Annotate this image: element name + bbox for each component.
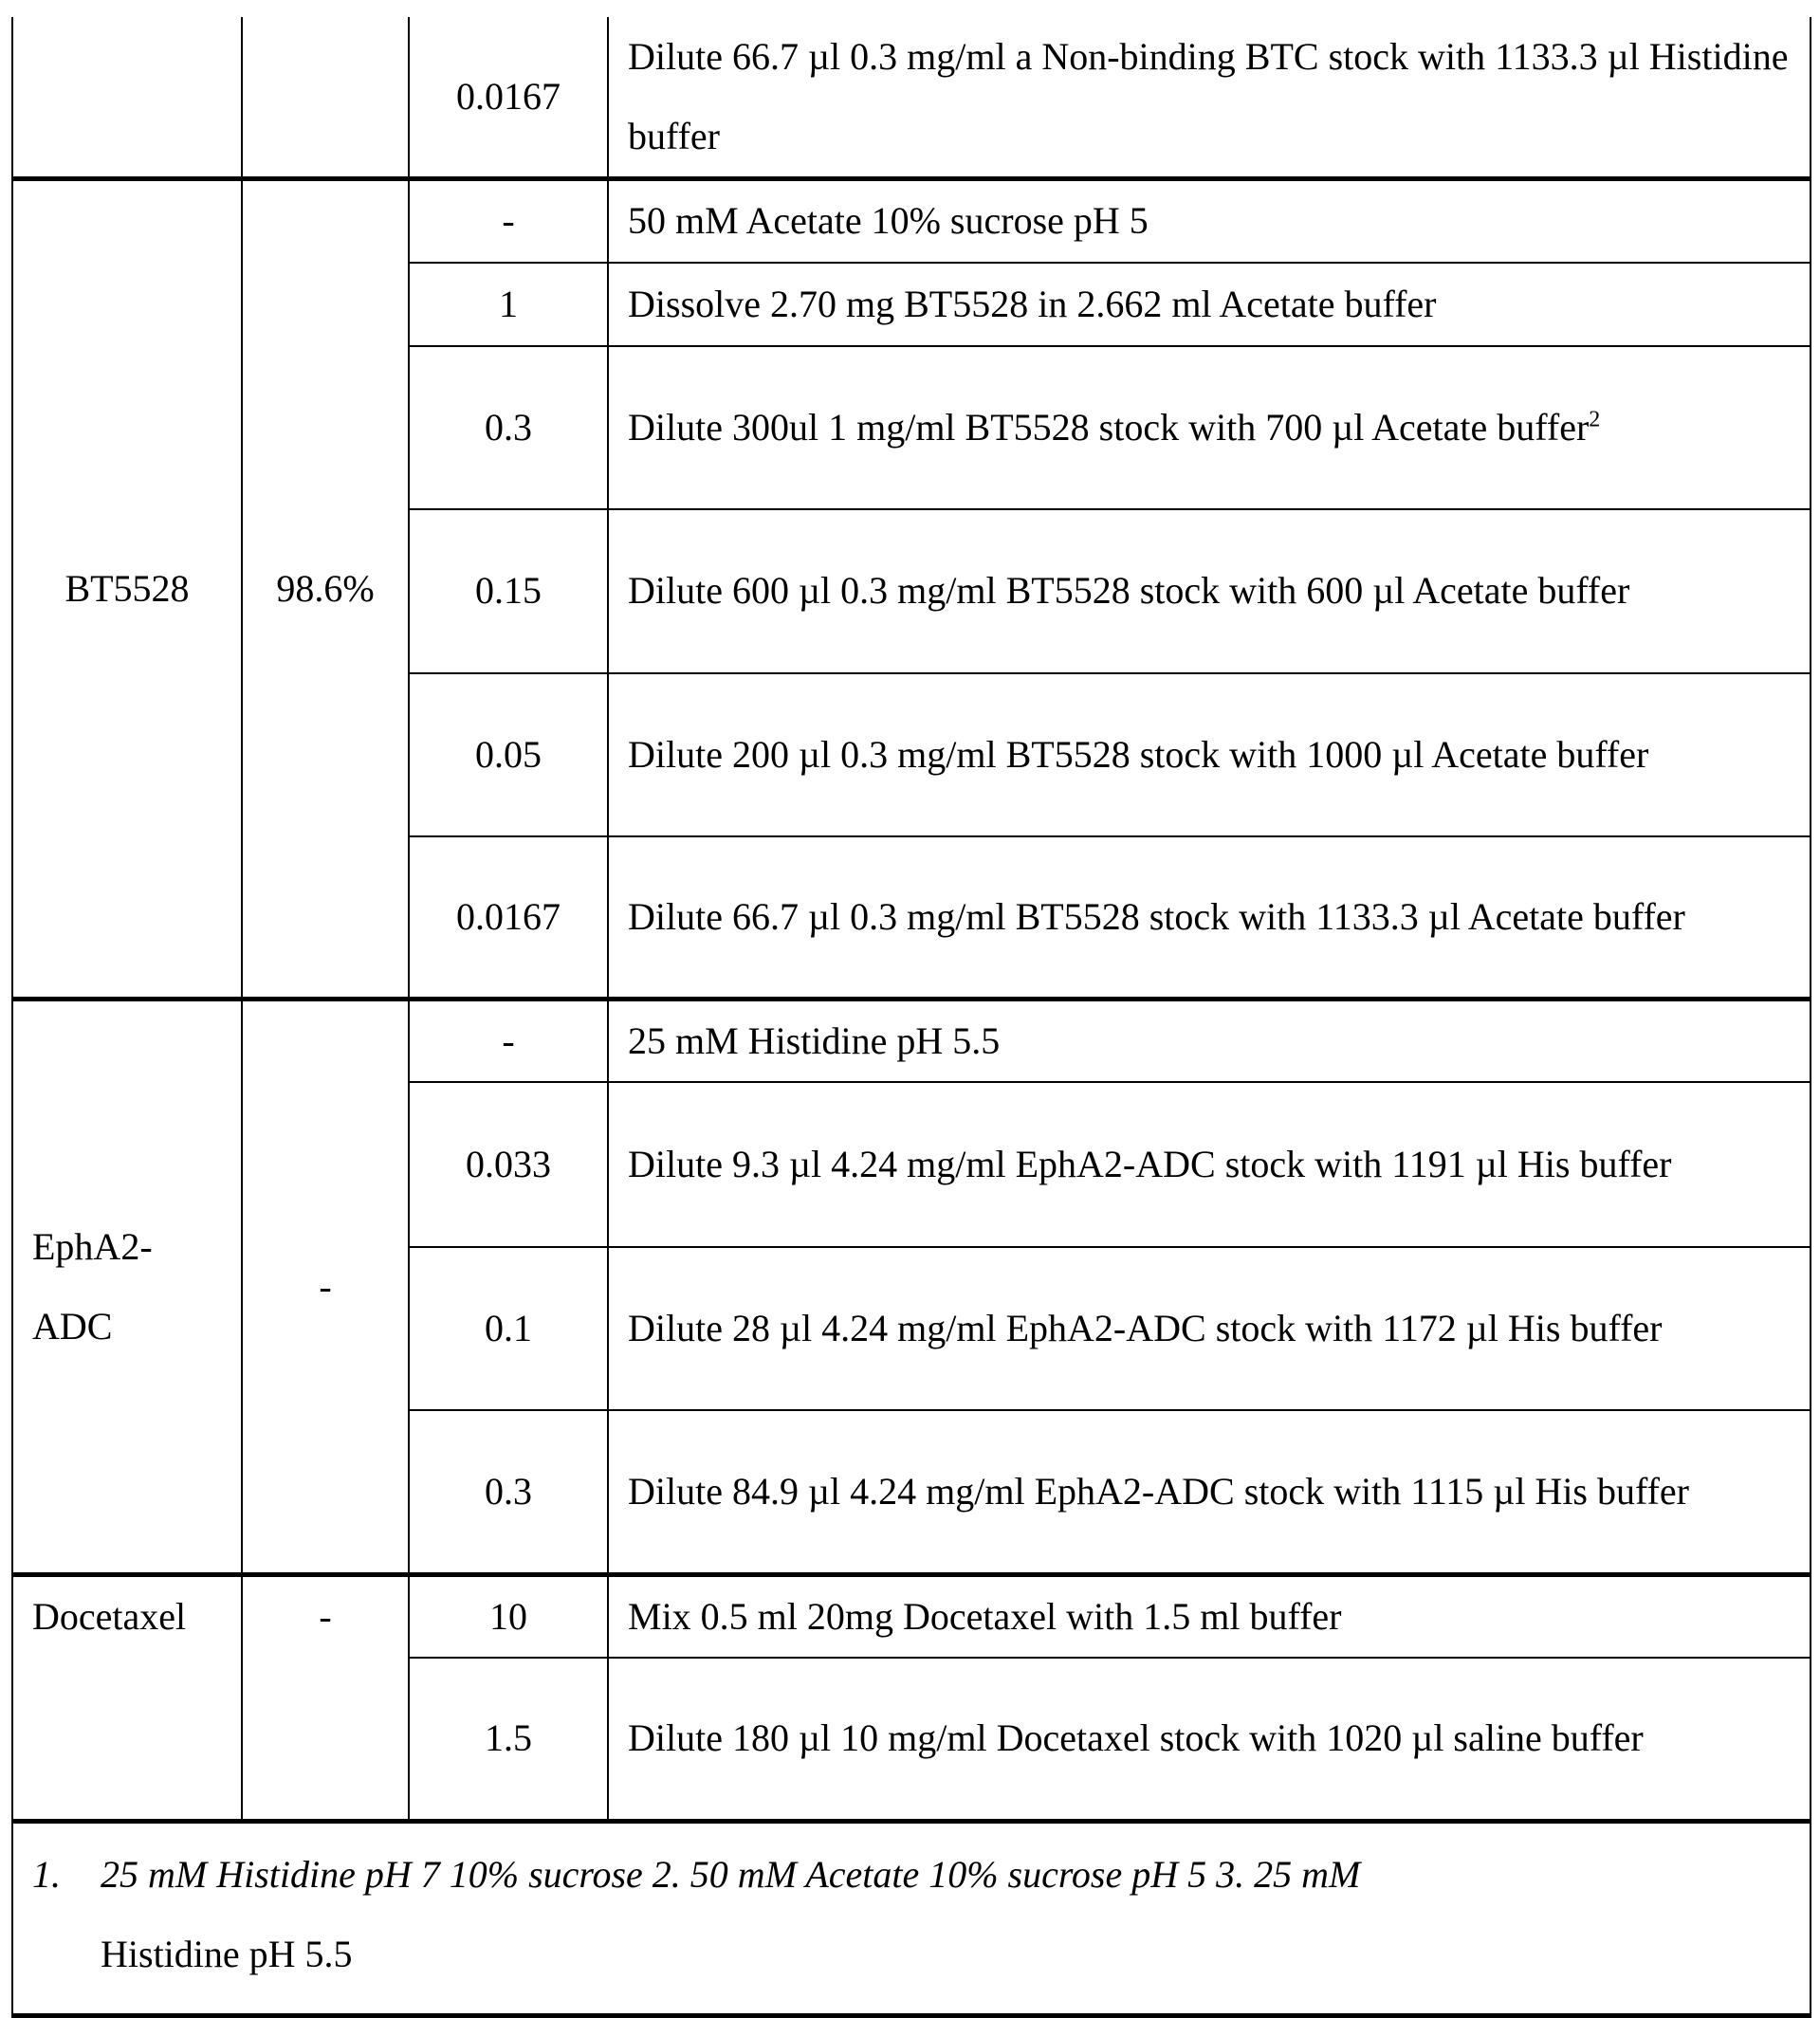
preparation-cell: Dilute 180 µl 10 mg/ml Docetaxel stock with 1020 µl saline buffer bbox=[608, 1658, 1811, 1821]
dose-cell: 1.5 bbox=[409, 1658, 608, 1821]
dose-cell: - bbox=[409, 1000, 608, 1083]
footnote-marker: 2 bbox=[1589, 407, 1600, 431]
purity-value: - bbox=[242, 1574, 409, 1821]
preparation-cell: 50 mM Acetate 10% sucrose pH 5 bbox=[608, 179, 1811, 263]
dose-preparation-table bbox=[11, 17, 1811, 2018]
preparation-cell: Mix 0.5 ml 20mg Docetaxel with 1.5 ml buffer bbox=[608, 1574, 1811, 1658]
footnote-row bbox=[12, 1821, 1811, 2015]
dose-cell: - bbox=[409, 179, 608, 263]
preparation-cell: 25 mM Histidine pH 5.5 bbox=[608, 1000, 1811, 1083]
compound-name: Docetaxel bbox=[12, 1574, 242, 1821]
table-row bbox=[12, 179, 1811, 263]
dose-cell: 0.0167 bbox=[409, 17, 608, 179]
dose-cell: 0.15 bbox=[409, 509, 608, 673]
preparation-cell: Dilute 28 µl 4.24 mg/ml EphA2-ADC stock with 1172 µl His buffer bbox=[608, 1247, 1811, 1410]
table-row bbox=[12, 1574, 1811, 1658]
dose-cell: 0.3 bbox=[409, 346, 608, 509]
footnote-line-1: 25 mM Histidine pH 7 10% sucrose 2. 50 mM Acetate 10% sucrose pH 5 3. 25 mM bbox=[101, 1853, 1360, 1896]
dose-cell: 0.1 bbox=[409, 1247, 608, 1410]
dose-cell: 10 bbox=[409, 1574, 608, 1658]
preparation-cell: Dilute 200 µl 0.3 mg/ml BT5528 stock with 1000 µl Acetate buffer bbox=[608, 673, 1811, 836]
purity-value: 98.6% bbox=[242, 179, 409, 1000]
preparation-text: Dilute 300ul 1 mg/ml BT5528 stock with 700 µl Acetate buffer bbox=[628, 406, 1589, 449]
preparation-cell: Dilute 600 µl 0.3 mg/ml BT5528 stock with 600 µl Acetate buffer bbox=[608, 509, 1811, 673]
footnote-line-2: Histidine pH 5.5 bbox=[32, 1915, 1791, 1994]
compound-name: EphA2-ADC bbox=[12, 1000, 242, 1575]
footnote bbox=[12, 1821, 1811, 2015]
table-row bbox=[12, 1000, 1811, 1083]
preparation-cell: Dilute 66.7 µl 0.3 mg/ml BT5528 stock with 1133.3 µl Acetate buffer bbox=[608, 836, 1811, 1000]
preparation-cell: Dilute 66.7 µl 0.3 mg/ml a Non-binding BTC stock with 1133.3 µl Histidine buffer bbox=[608, 17, 1811, 179]
preparation-cell: Dilute 9.3 µl 4.24 mg/ml EphA2-ADC stock with 1191 µl His buffer bbox=[608, 1082, 1811, 1247]
preparation-cell: Dissolve 2.70 mg BT5528 in 2.662 ml Acetate buffer bbox=[608, 263, 1811, 346]
compound-cell bbox=[12, 17, 242, 179]
preparation-cell bbox=[608, 346, 1811, 509]
purity-cell bbox=[242, 17, 409, 179]
footnote-number: 1. bbox=[32, 1835, 101, 1915]
table-row bbox=[12, 17, 1811, 179]
dose-cell: 0.05 bbox=[409, 673, 608, 836]
purity-value: - bbox=[242, 1000, 409, 1575]
dose-cell: 0.033 bbox=[409, 1082, 608, 1247]
dose-cell: 0.0167 bbox=[409, 836, 608, 1000]
dose-cell: 0.3 bbox=[409, 1410, 608, 1574]
compound-name: BT5528 bbox=[12, 179, 242, 1000]
preparation-cell: Dilute 84.9 µl 4.24 mg/ml EphA2-ADC stock with 1115 µl His buffer bbox=[608, 1410, 1811, 1574]
dose-cell: 1 bbox=[409, 263, 608, 346]
